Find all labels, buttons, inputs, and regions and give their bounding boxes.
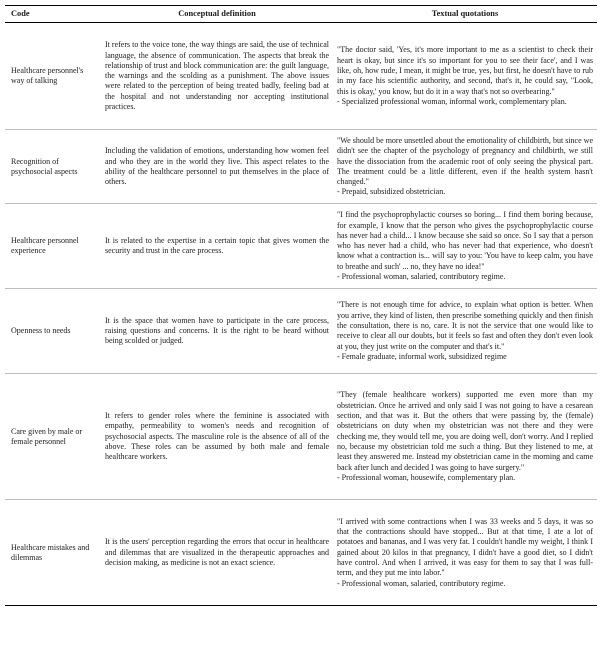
quote-source: - Professional woman, housewife, complementary plan. — [337, 472, 516, 482]
definition-text: Including the validation of emotions, understanding how women feel and who they are in the world they live. This aspect relates to the ability of the healthcare personnel to put themselves in the place of others. — [105, 146, 329, 187]
definition-text: It is the space that women have to participate in the care process, raising questions and concerns. It is the right to be heard without being scolded or judged. — [105, 315, 329, 346]
code-label: Openness to needs — [11, 326, 71, 336]
definition-text: It refers to gender roles where the feminine is associated with empathy, permeability to women's needs and recognition of psychosocial aspects. The masculine role is the absence of all of the above. These roles can be assumed by both male and female healthcare workers. — [105, 411, 329, 462]
quote-text: "I find the psychoprophylactic courses so boring... I find them boring because, for example, I know that the person who gives the psychoprophylactic course has never had a child... I know because she said so once. So I say that a person who has never had a child, who has never had that experience, who doesn't know what a contraction is... will say to you: 'You have to keep calm, you have to breathe and such' ... no, they have no idea!" — [337, 210, 593, 271]
quote-text: "There is not enough time for advice, to explain what option is better. When you arrive, they kind of listen, then prescribe something quickly and then finish the consultation, there is no, care. It is not the service that one would like to receive to clear all our doubts, but it feels so fast and often they don't even look at you, they just write on the computer and that's it." — [337, 300, 593, 351]
quote-text: "They (female healthcare workers) supported me even more than my obstetrician. Once he arrived and only said I was not going to have a cesarean section, and that was it. But the others that were passing by, the (female) obstetricians on duty when my obstetrician was not there and they were checking me, they would tell me, you are doing well, don't worry. And I replied no, because my obstetrician told me such a thing. But they listened to me, at least they answered me. Instead my obstetrician came in the morning and came back after lunch and decided I was going to have surgery." — [337, 390, 593, 472]
quote-source: - Professional woman, salaried, contributory regime. — [337, 272, 506, 282]
row-code-cell — [5, 289, 101, 374]
row-code-cell — [5, 204, 101, 289]
table-row — [5, 289, 597, 374]
table-body — [5, 23, 597, 606]
definition-text: It is the users' perception regarding the errors that occur in healthcare and dilemmas that are visualized in the therapeutic approaches and decision making, as medicine is not an exact science. — [105, 537, 329, 567]
header-code: Code — [5, 6, 101, 23]
table-header — [5, 6, 597, 23]
row-quote-cell — [333, 374, 597, 500]
row-definition-cell — [101, 23, 333, 130]
row-definition-cell — [101, 204, 333, 289]
header-conceptual-definition: Conceptual definition — [101, 6, 333, 23]
row-definition-cell — [101, 500, 333, 606]
table-row — [5, 374, 597, 500]
row-quote-cell — [333, 289, 597, 374]
row-code-cell — [5, 23, 101, 130]
row-quote-cell — [333, 204, 597, 289]
code-label: Healthcare personnel experience — [11, 236, 79, 256]
definition-text: It refers to the voice tone, the way things are said, the use of technical language, the absence of communication. The aspects that break the relationship of trust and block communication are: the guilt language, the warnings and the scolding as a punishment. The above issues were related to the perception of being treated badly, feeling bad at the hospital and not understanding nor accepting institutional practices. — [105, 40, 329, 112]
code-label: Care given by male or female personnel — [11, 426, 83, 446]
table-row — [5, 204, 597, 289]
header-textual-quotations: Textual quotations — [333, 6, 597, 23]
table-row — [5, 500, 597, 606]
row-definition-cell — [101, 374, 333, 500]
code-label: Healthcare personnel's way of talking — [11, 66, 84, 86]
header-row — [5, 6, 597, 23]
row-code-cell — [5, 500, 101, 606]
row-definition-cell — [101, 289, 333, 374]
row-code-cell — [5, 374, 101, 500]
code-label: Healthcare mistakes and dilemmas — [11, 542, 90, 562]
row-quote-cell — [333, 23, 597, 130]
row-quote-cell — [333, 500, 597, 606]
definition-text: It is related to the expertise in a certain topic that gives women the security and trust in the care process. — [105, 236, 329, 256]
row-definition-cell — [101, 130, 333, 204]
quote-source: - Prepaid, subsidized obstetrician. — [337, 187, 446, 197]
table-row — [5, 130, 597, 204]
quote-source: - Specialized professional woman, informal work, complementary plan. — [337, 96, 567, 106]
quote-text: "We should be more unsettled about the emotionality of childbirth, but since we didn't see the chapter of the psychology of pregnancy and childbirth, we still have the dissociation from the academic root of only seeing the physical part. The treatment could be a little different, even if the health system hasn't changed." — [337, 135, 593, 187]
table-row — [5, 23, 597, 130]
quote-text: "The doctor said, 'Yes, it's more important to me as a scientist to check their heart is okay, but since it's so important for you to see their face', and I was like, oh, how rude, I mean, it might be true, yes, but first, he doesn't have to rub in my face his scientific authority, and second, that's it, he could say, "Look, this is okay,' you know, but do it in a way that's not so overbearing." — [337, 45, 593, 96]
row-code-cell — [5, 130, 101, 204]
codes-table — [5, 5, 597, 606]
quote-text: "I arrived with some contractions when I was 33 weeks and 5 days, it was so that the contractions should have stopped... But at that time, I ate a lot of potatoes and bananas, and I was very fat. I couldn't handle my weight, I think I gained about 20 kilos in that pregnancy, I didn't have a good diet, so I didn't have control. And when I arrived, it was easy for them to say that I was full-term, and they put me into labor." — [337, 516, 593, 578]
row-quote-cell — [333, 130, 597, 204]
code-label: Recognition of psychosocial aspects — [11, 156, 78, 176]
quote-source: - Professional woman, salaried, contributory regime. — [337, 578, 506, 588]
quote-source: - Female graduate, informal work, subsidized regime — [337, 351, 507, 361]
